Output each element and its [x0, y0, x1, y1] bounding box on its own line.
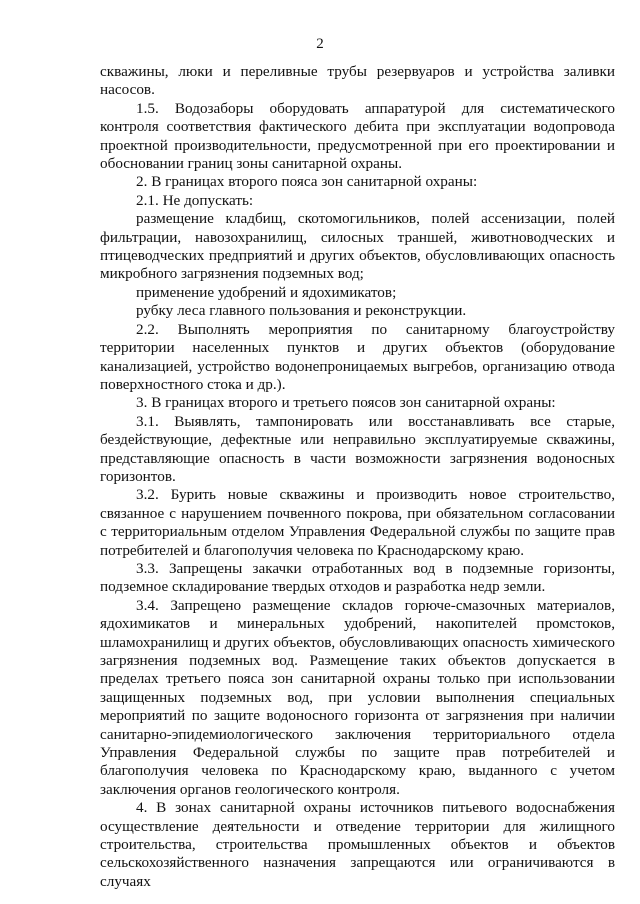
paragraph: скважины, люки и переливные трубы резервуаров и устройства заливки насосов.: [100, 63, 615, 99]
list-item: применение удобрений и ядохимикатов;: [136, 283, 397, 301]
list-item: размещение кладбищ, скотомогильников, полей ассенизации, полей фильтрации, навозохранилищ, силосных траншей, животноводческих и птицеводческих предприятий и других объектов, обусловливающих опасность микробного загрязнения подземных вод;: [100, 210, 615, 283]
list-item: рубку леса главного пользования и реконструкции.: [136, 302, 467, 320]
paragraph: 3.2. Бурить новые скважины и производить новое строительство, связанное с нарушением почвенного покрова, при обязательном согласовании с территориальным отделом Управления Федеральной службы по защите прав потребителей и благополучия человека по Краснодарскому краю.: [100, 486, 615, 559]
paragraph: 1.5. Водозаборы оборудовать аппаратурой для систематического контроля соответствия фактического дебита при эксплуатации водопровода проектной производительности, предусмотренной при его проектировании и обосновании границ зоны санитарной охраны.: [100, 99, 615, 173]
paragraph: 3.4. Запрещено размещение складов горюче-смазочных материалов, ядохимикатов и минеральных удобрений, накопителей промстоков, шламохранилищ и других объектов, обусловливающих опасность химического загрязнения подземных вод. Размещение таких объектов допускается в пределах третьего пояса зон санитарной охраны только при использовании защищенных подземных вод, при условии выполнения специальных мероприятий по защите водоносного горизонта от загрязнения при наличии санитарно-эпидемиологического заключения территориального отдела Управления Федеральной службы по защите прав потребителей и благополучия человека по Краснодарскому краю, выданного с учетом заключения органов геологического контроля.: [100, 596, 615, 798]
paragraph: 2.2. Выполнять мероприятия по санитарному благоустройству территории населенных пунктов и других объектов (оборудование канализацией, устройство водонепроницаемых выгребов, организацию отвода поверхностного стока и др.).: [100, 320, 615, 393]
page-number: 2: [316, 36, 324, 52]
paragraph: 3.3. Запрещены закачки отработанных вод в подземные горизонты, подземное складирование твердых отходов и разработка недр земли.: [100, 559, 615, 596]
paragraph: 3.1. Выявлять, тампонировать или восстанавливать все старые, бездействующие, дефектные или неправильно эксплуатируемые скважины, представляющие опасность в части возможности загрязнения водоносных горизонтов.: [100, 412, 615, 485]
document-body: [100, 63, 615, 891]
paragraph: 2.1. Не допускать:: [136, 191, 254, 209]
section-heading: 2. В границах второго пояса зон санитарной охраны:: [136, 173, 478, 191]
paragraph: 4. В зонах санитарной охраны источников питьевого водоснабжения осуществление деятельности и отведение территории для жилищного строительства, строительства промышленных объектов и объектов сельскохозяйственного назначения запрещаются или ограничиваются в случаях: [100, 799, 615, 890]
section-heading: 3. В границах второго и третьего поясов зон санитарной охраны:: [136, 394, 556, 412]
